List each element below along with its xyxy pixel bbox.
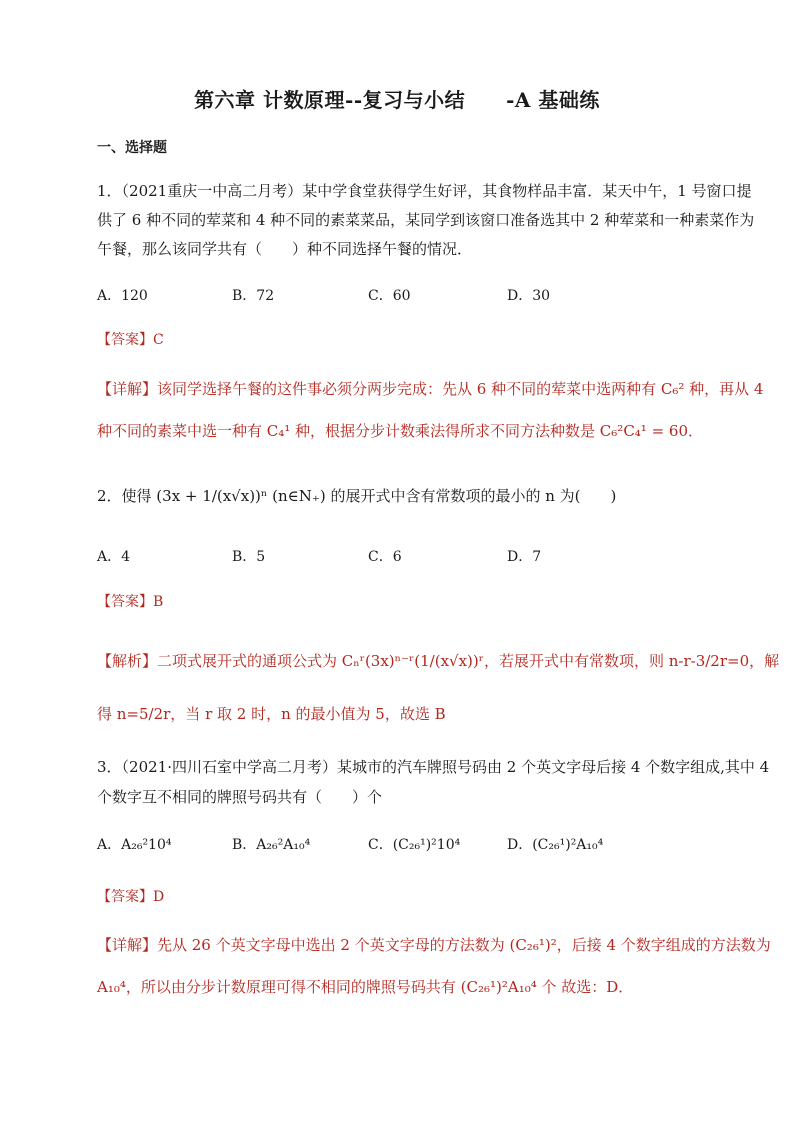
page-title: 第六章 计数原理--复习与小结 -A 基础练 — [194, 88, 600, 112]
q2-answer: 【答案】B — [97, 594, 164, 610]
q3-option-b: B．A₂₆²A₁₀⁴ — [232, 837, 311, 853]
q1-stem-line-2: 供了 6 种不同的荤菜和 4 种不同的素菜菜品，某同学到该窗口准备选其中 2 种荤菜和一种素菜作为 — [97, 211, 755, 229]
q1-stem-line-1: 1．（2021重庆一中高二月考）某中学食堂获得学生好评，其食物样品丰富．某天中午，1 号窗口提 — [97, 182, 752, 200]
q1-option-a: A．120 — [97, 288, 148, 304]
q3-stem-line-1: 3．（2021·四川石室中学高二月考）某城市的汽车牌照号码由 2 个英文字母后接 4 个数字组成,其中 4 — [97, 758, 770, 776]
q2-option-a: A．4 — [97, 549, 131, 565]
q1-option-c: C．60 — [368, 288, 411, 304]
q1-detail-line-1: 【详解】该同学选择午餐的这件事必须分两步完成：先从 6 种不同的荤菜中选两种有 C₆² 种，再从 4 — [97, 380, 764, 398]
q1-stem-line-3: 午餐，那么该同学共有（ ）种不同选择午餐的情况． — [97, 240, 473, 258]
q3-option-d: D．(C₂₆¹)²A₁₀⁴ — [507, 837, 604, 853]
q3-detail-line-2: A₁₀⁴，所以由分步计数原理可得不相同的牌照号码共有 (C₂₆¹)²A₁₀⁴ 个 故选：D． — [97, 978, 634, 996]
q1-answer: 【答案】C — [97, 332, 164, 348]
q1-option-b: B．72 — [232, 288, 275, 304]
q2-option-d: D．7 — [507, 549, 542, 565]
q2-option-b: B．5 — [232, 549, 266, 565]
q3-detail-line-1: 【详解】先从 26 个英文字母中选出 2 个英文字母的方法数为 (C₂₆¹)²，后接 4 个数字组成的方法数为 — [97, 936, 771, 954]
q1-detail-line-2: 种不同的素菜中选一种有 C₄¹ 种，根据分步计数乘法得所求不同方法种数是 C₆²C₄¹ = 60． — [97, 422, 704, 440]
q3-stem-line-2: 个数字互不相同的牌照号码共有（ ）个 — [97, 788, 383, 806]
q2-detail-line-1: 【解析】二项式展开式的通项公式为 Cₙʳ(3x)ⁿ⁻ʳ(1/(x√x))ʳ，若展开式中有常数项，则 n-r-3/2r=0，解 — [97, 652, 780, 670]
q1-option-d: D．30 — [507, 288, 551, 304]
q3-answer: 【答案】D — [97, 889, 165, 905]
q3-option-a: A．A₂₆²10⁴ — [97, 837, 172, 853]
q2-stem: 2．使得 (3x + 1/(x√x))ⁿ (n∈N₊) 的展开式中含有常数项的最小的 n 为( ) — [97, 487, 617, 505]
q2-detail-line-2: 得 n=5/2r，当 r 取 2 时，n 的最小值为 5，故选 B — [97, 705, 446, 723]
q2-option-c: C．6 — [368, 549, 402, 565]
section-heading: 一、选择题 — [97, 140, 167, 156]
q3-option-c: C．(C₂₆¹)²10⁴ — [368, 837, 461, 853]
